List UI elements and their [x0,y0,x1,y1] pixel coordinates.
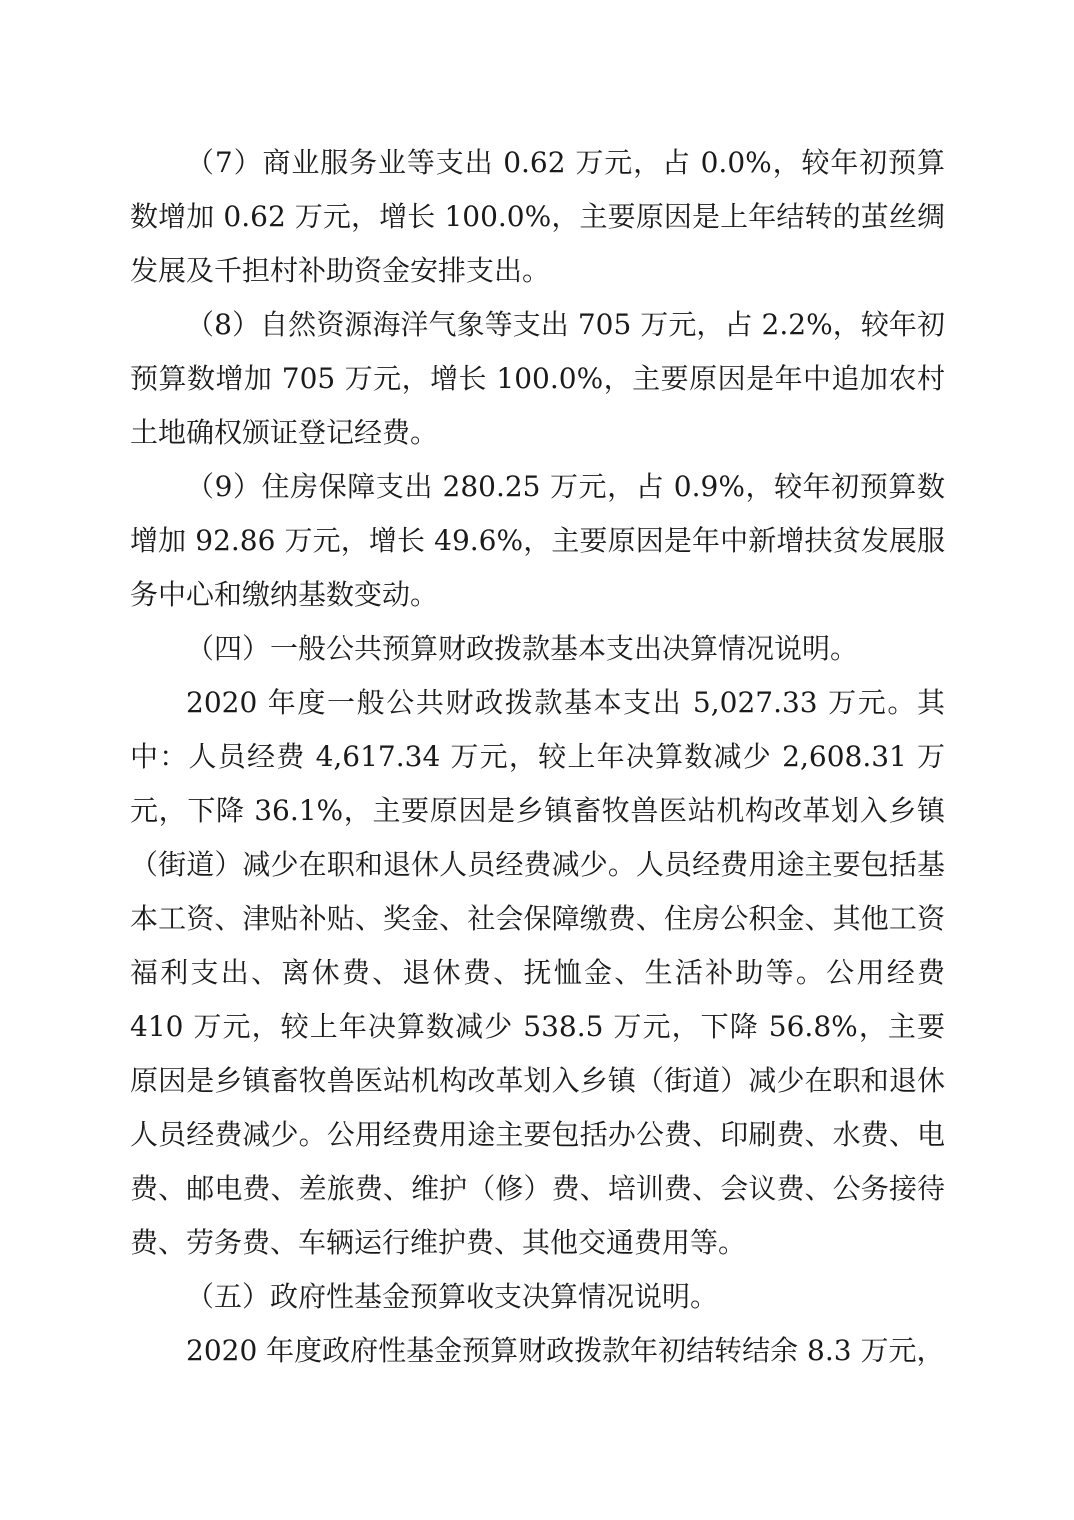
paragraph-item-8: （8）自然资源海洋气象等支出 705 万元，占 2.2%，较年初预算数增加 705 万元，增长 100.0%，主要原因是年中追加农村土地确权颁证登记经费。 [130,308,945,449]
section-4-body: 2020 年度一般公共财政拨款基本支出 5,027.33 万元。其中：人员经费 4,617.34 万元，较上年决算数减少 2,608.31 万元，下降 36.1%，主要原因是乡镇畜牧兽医站机构改革划入乡镇（街道）减少在职和退休人员经费减少。人员经费用途主要包括基本工资、津贴补贴、奖金、社会保障缴费、住房公积金、其他工资福利支出、离休费、退休费、抚恤金、生活补助等。公用经费 410 万元，较上年决算数减少 538.5 万元，下降 56.8%，主要原因是乡镇畜牧兽医站机构改革划入乡镇（街道）减少在职和退休人员经费减少。公用经费用途主要包括办公费、印刷费、水费、电费、邮电费、差旅费、维护（修）费、培训费、会议费、公务接待费、劳务费、车辆运行维护费、其他交通费用等。 [130,686,945,1259]
section-5-body: 2020 年度政府性基金预算财政拨款年初结转结余 8.3 万元， [186,1334,945,1367]
section-4-heading: （四）一般公共预算财政拨款基本支出决算情况说明。 [186,632,859,665]
section-5-heading: （五）政府性基金预算收支决算情况说明。 [186,1280,719,1313]
document-body [130,136,945,1378]
paragraph-item-9: （9）住房保障支出 280.25 万元，占 0.9%，较年初预算数增加 92.86 万元，增长 49.6%，主要原因是年中新增扶贫发展服务中心和缴纳基数变动。 [130,470,945,611]
paragraph-item-7: （7）商业服务业等支出 0.62 万元，占 0.0%，较年初预算数增加 0.62 万元，增长 100.0%，主要原因是上年结转的茧丝绸发展及千担村补助资金安排支出。 [130,146,945,287]
